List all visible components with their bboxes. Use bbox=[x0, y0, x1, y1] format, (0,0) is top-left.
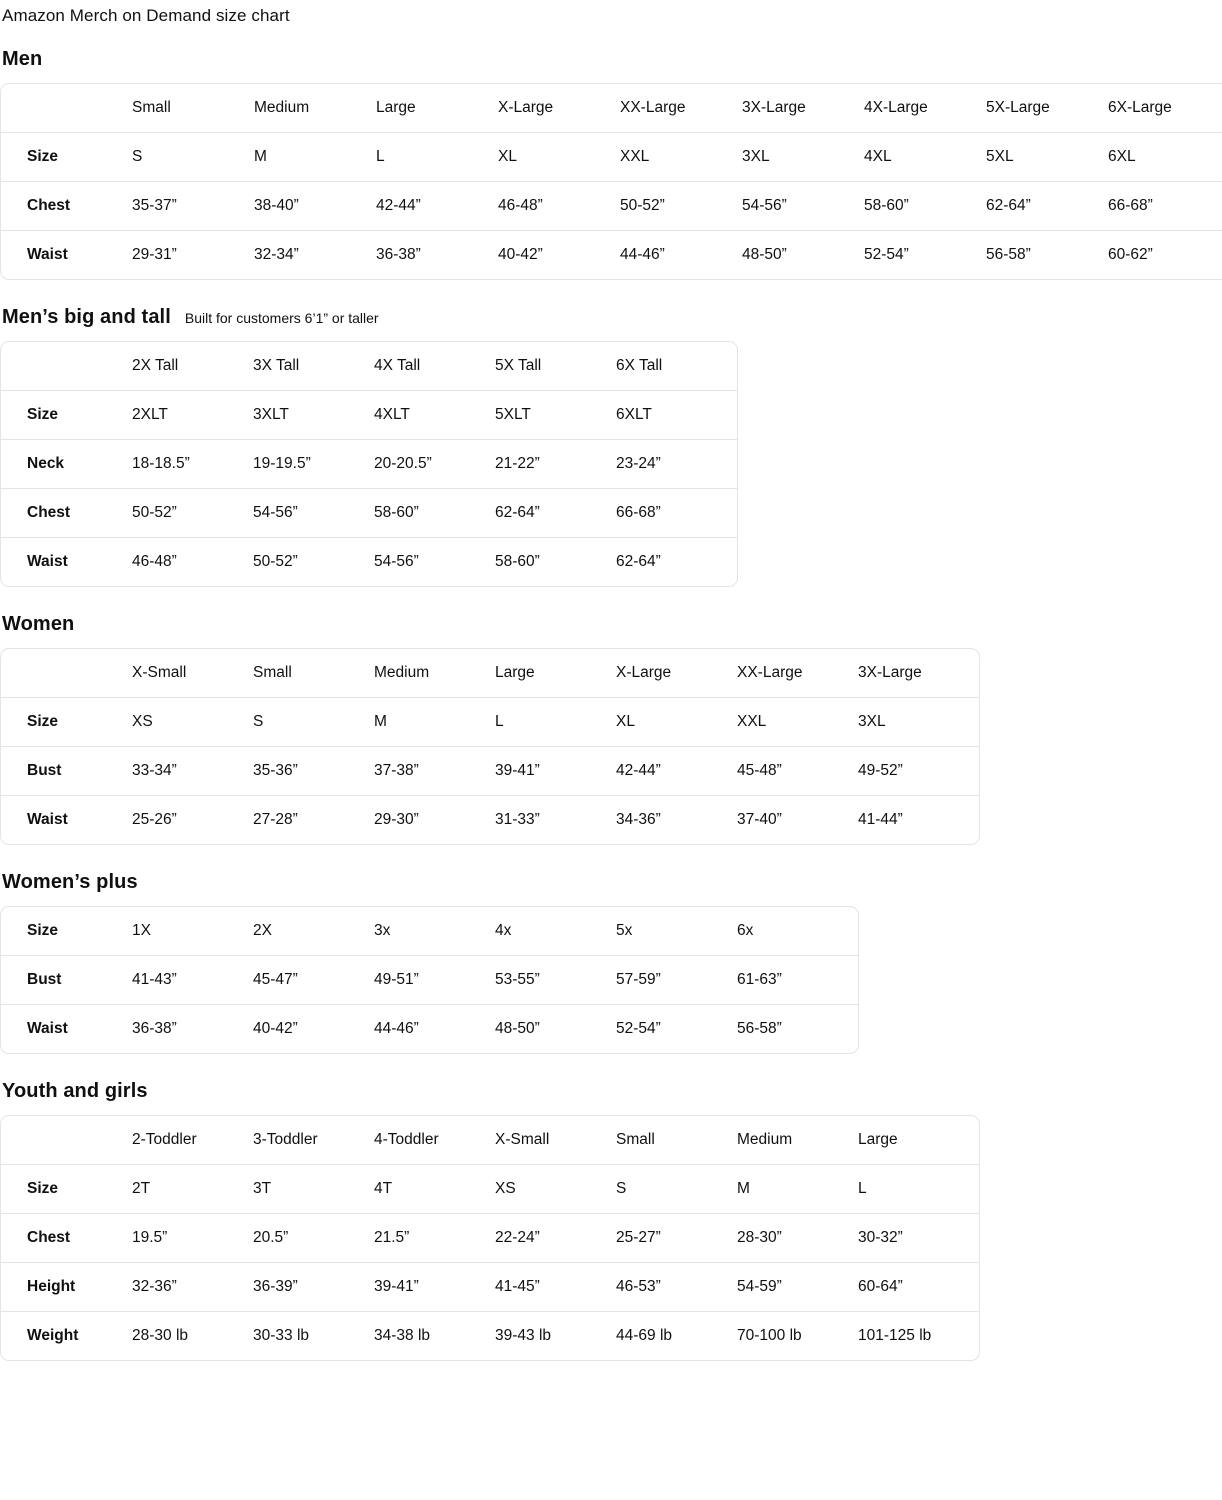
table-cell: 54-59” bbox=[737, 1263, 858, 1312]
table-row bbox=[1, 1005, 858, 1053]
column-header: Medium bbox=[737, 1116, 858, 1165]
table-cell: 39-41” bbox=[495, 747, 616, 796]
table-cell: L bbox=[495, 698, 616, 747]
section-men-big-tall-heading bbox=[2, 306, 1222, 329]
table-cell: 4XLT bbox=[374, 391, 495, 440]
section-title: Women’s plus bbox=[2, 871, 138, 893]
table-cell: 54-56” bbox=[742, 182, 864, 231]
table-cell: 50-52” bbox=[132, 489, 253, 538]
row-header: Size bbox=[1, 907, 132, 956]
column-header: X-Small bbox=[495, 1116, 616, 1165]
table-cell: 25-26” bbox=[132, 811, 177, 828]
row-header: Bust bbox=[1, 747, 132, 796]
section-men bbox=[0, 48, 1222, 280]
row-header: Waist bbox=[27, 811, 68, 828]
table-row bbox=[1, 391, 737, 440]
column-header: 3X Tall bbox=[253, 342, 374, 391]
table-cell: 19.5” bbox=[132, 1214, 253, 1263]
section-womens-plus-heading bbox=[2, 871, 1222, 894]
page-title: Amazon Merch on Demand size chart bbox=[2, 6, 290, 25]
table-cell: 4T bbox=[374, 1165, 495, 1214]
table-cell: 37-40” bbox=[737, 811, 782, 828]
table-cell: 18-18.5” bbox=[132, 440, 253, 489]
table-cell: 41-43” bbox=[132, 956, 253, 1005]
table-corner-cell bbox=[1, 84, 132, 133]
table-cell: 30-33 lb bbox=[253, 1327, 310, 1344]
table-row bbox=[1, 796, 979, 844]
row-header: Waist bbox=[27, 246, 68, 263]
table-cell: 22-24” bbox=[495, 1214, 616, 1263]
table-cell: S bbox=[616, 1165, 737, 1214]
table-cell: 33-34” bbox=[132, 747, 253, 796]
table-cell: 44-69 lb bbox=[616, 1327, 673, 1344]
table-cell: 40-42” bbox=[253, 1020, 298, 1037]
table-cell: 58-60” bbox=[864, 182, 986, 231]
section-title: Men bbox=[2, 48, 43, 70]
table-cell: 56-58” bbox=[737, 1020, 782, 1037]
table-cell: 44-46” bbox=[374, 1020, 419, 1037]
table-row bbox=[1, 538, 737, 586]
table-row bbox=[1, 489, 737, 538]
column-header: XX-Large bbox=[737, 649, 858, 698]
section-women bbox=[0, 613, 1222, 845]
column-header: 3X-Large bbox=[858, 649, 979, 698]
section-youth-girls bbox=[0, 1080, 1222, 1361]
column-header: X-Small bbox=[132, 649, 253, 698]
table-cell: 27-28” bbox=[253, 811, 298, 828]
table-cell: 62-64” bbox=[616, 553, 661, 570]
size-table-youth-girls bbox=[0, 1115, 980, 1361]
table-cell: S bbox=[253, 698, 374, 747]
table-cell: 2T bbox=[132, 1165, 253, 1214]
table-cell: XS bbox=[132, 698, 253, 747]
table-row bbox=[1, 907, 858, 956]
table-cell: 6XL bbox=[1108, 133, 1222, 182]
table-cell: 5x bbox=[616, 907, 737, 956]
table-row bbox=[1, 133, 1222, 182]
table-cell: 61-63” bbox=[737, 956, 858, 1005]
row-header: Bust bbox=[1, 956, 132, 1005]
column-header: 3X-Large bbox=[742, 84, 864, 133]
table-cell: 101-125 lb bbox=[858, 1327, 932, 1344]
table-cell: 20-20.5” bbox=[374, 440, 495, 489]
table-cell: 40-42” bbox=[498, 246, 543, 263]
table-cell: 29-30” bbox=[374, 811, 419, 828]
table-cell: 36-38” bbox=[132, 1020, 177, 1037]
column-header: Small bbox=[616, 1116, 737, 1165]
row-header: Size bbox=[1, 133, 132, 182]
table-row bbox=[1, 231, 1222, 279]
column-header: X-Large bbox=[616, 649, 737, 698]
table-cell: 39-43 lb bbox=[495, 1327, 552, 1344]
table-cell: 6XLT bbox=[616, 391, 737, 440]
table-row bbox=[1, 1312, 979, 1360]
table-cell: 66-68” bbox=[1108, 182, 1222, 231]
table-corner-cell bbox=[1, 1116, 132, 1165]
table-cell: 58-60” bbox=[495, 553, 540, 570]
table-cell: 2X bbox=[253, 907, 374, 956]
table-cell: 28-30” bbox=[737, 1214, 858, 1263]
size-table-men-big-tall bbox=[0, 341, 738, 587]
row-header: Waist bbox=[27, 1020, 68, 1037]
table-cell: 4XL bbox=[864, 133, 986, 182]
table-cell: 48-50” bbox=[495, 1020, 540, 1037]
row-header: Size bbox=[1, 1165, 132, 1214]
row-header: Chest bbox=[1, 1214, 132, 1263]
table-cell: XXL bbox=[737, 698, 858, 747]
table-cell: 45-47” bbox=[253, 956, 374, 1005]
table-cell: 62-64” bbox=[495, 489, 616, 538]
table-row bbox=[1, 440, 737, 489]
column-header: 4X-Large bbox=[864, 84, 986, 133]
row-header: Size bbox=[1, 391, 132, 440]
size-table-men bbox=[0, 83, 1222, 280]
table-cell: 34-36” bbox=[616, 811, 661, 828]
table-cell: 3x bbox=[374, 907, 495, 956]
column-header: 6X Tall bbox=[616, 342, 737, 391]
table-cell: 37-38” bbox=[374, 747, 495, 796]
table-cell: 32-36” bbox=[132, 1263, 253, 1312]
column-header: Medium bbox=[374, 649, 495, 698]
table-cell: 23-24” bbox=[616, 440, 737, 489]
table-cell: 35-36” bbox=[253, 747, 374, 796]
column-header: 6X-Large bbox=[1108, 84, 1222, 133]
table-cell: 70-100 lb bbox=[737, 1327, 802, 1344]
row-header: Neck bbox=[1, 440, 132, 489]
column-header: Large bbox=[495, 649, 616, 698]
column-header: 4-Toddler bbox=[374, 1116, 495, 1165]
table-cell: 50-52” bbox=[620, 182, 742, 231]
table-cell: 45-48” bbox=[737, 747, 858, 796]
table-cell: M bbox=[737, 1165, 858, 1214]
table-cell: XL bbox=[616, 698, 737, 747]
table-header-row bbox=[1, 84, 1222, 133]
table-cell: 1X bbox=[132, 907, 253, 956]
table-corner-cell bbox=[1, 342, 132, 391]
size-table-women bbox=[0, 648, 980, 845]
table-cell: M bbox=[374, 698, 495, 747]
table-cell: 5XLT bbox=[495, 391, 616, 440]
row-header: Chest bbox=[1, 182, 132, 231]
table-cell: 4x bbox=[495, 907, 616, 956]
table-cell: 3XLT bbox=[253, 391, 374, 440]
section-title: Men’s big and tall bbox=[2, 306, 171, 328]
table-cell: 39-41” bbox=[374, 1263, 495, 1312]
row-header: Waist bbox=[27, 553, 68, 570]
table-cell: 58-60” bbox=[374, 489, 495, 538]
table-cell: 25-27” bbox=[616, 1214, 737, 1263]
section-men-big-tall bbox=[0, 306, 1222, 587]
section-title: Youth and girls bbox=[2, 1080, 148, 1102]
table-cell: 21-22” bbox=[495, 440, 616, 489]
table-cell: 46-53” bbox=[616, 1263, 737, 1312]
table-cell: 32-34” bbox=[254, 246, 299, 263]
section-youth-girls-heading bbox=[2, 1080, 1222, 1103]
table-cell: 35-37” bbox=[132, 182, 254, 231]
table-cell: XXL bbox=[620, 133, 742, 182]
table-row bbox=[1, 1214, 979, 1263]
column-header: Medium bbox=[254, 84, 376, 133]
table-cell: XS bbox=[495, 1165, 616, 1214]
table-cell: 56-58” bbox=[986, 246, 1031, 263]
table-cell: 29-31” bbox=[132, 246, 177, 263]
table-header-row bbox=[1, 342, 737, 391]
table-cell: 3XL bbox=[742, 133, 864, 182]
table-cell: 44-46” bbox=[620, 246, 665, 263]
table-cell: 57-59” bbox=[616, 956, 737, 1005]
table-cell: 28-30 lb bbox=[132, 1327, 189, 1344]
table-cell: 48-50” bbox=[742, 246, 787, 263]
table-cell: 36-38” bbox=[376, 246, 421, 263]
table-cell: 66-68” bbox=[616, 489, 737, 538]
table-cell: 52-54” bbox=[864, 246, 909, 263]
table-cell: 3T bbox=[253, 1165, 374, 1214]
table-cell: 54-56” bbox=[253, 489, 374, 538]
column-header: 2-Toddler bbox=[132, 1116, 253, 1165]
table-row bbox=[1, 698, 979, 747]
table-cell: 60-64” bbox=[858, 1263, 979, 1312]
table-cell: 3XL bbox=[858, 698, 979, 747]
table-cell: 19-19.5” bbox=[253, 440, 374, 489]
section-title: Women bbox=[2, 613, 75, 635]
section-men-heading bbox=[2, 48, 1222, 71]
row-header: Weight bbox=[27, 1327, 79, 1344]
table-cell: 42-44” bbox=[376, 182, 498, 231]
column-header: X-Large bbox=[498, 84, 620, 133]
table-cell: XL bbox=[498, 133, 620, 182]
column-header: 5X Tall bbox=[495, 342, 616, 391]
column-header: 2X Tall bbox=[132, 342, 253, 391]
table-cell: 50-52” bbox=[253, 553, 298, 570]
table-cell: 53-55” bbox=[495, 956, 616, 1005]
table-cell: 46-48” bbox=[498, 182, 620, 231]
table-cell: 54-56” bbox=[374, 553, 419, 570]
table-cell: 62-64” bbox=[986, 182, 1108, 231]
section-womens-plus bbox=[0, 871, 1222, 1054]
column-header: 5X-Large bbox=[986, 84, 1108, 133]
table-row bbox=[1, 747, 979, 796]
table-cell: L bbox=[376, 133, 498, 182]
table-cell: 21.5” bbox=[374, 1214, 495, 1263]
column-header: Small bbox=[253, 649, 374, 698]
table-cell: 41-45” bbox=[495, 1263, 616, 1312]
row-header: Size bbox=[1, 698, 132, 747]
table-cell: 34-38 lb bbox=[374, 1327, 431, 1344]
section-note: Built for customers 6’1” or taller bbox=[184, 310, 379, 326]
column-header: 4X Tall bbox=[374, 342, 495, 391]
table-cell: 49-52” bbox=[858, 747, 979, 796]
table-row bbox=[1, 956, 858, 1005]
table-cell: 41-44” bbox=[858, 811, 903, 828]
table-cell: 52-54” bbox=[616, 1020, 661, 1037]
table-corner-cell bbox=[1, 649, 132, 698]
table-cell: 30-32” bbox=[858, 1214, 979, 1263]
column-header: Small bbox=[132, 84, 254, 133]
column-header: 3-Toddler bbox=[253, 1116, 374, 1165]
table-cell: 20.5” bbox=[253, 1214, 374, 1263]
table-cell: 36-39” bbox=[253, 1263, 374, 1312]
column-header: Large bbox=[376, 84, 498, 133]
table-cell: M bbox=[254, 133, 376, 182]
table-row bbox=[1, 1165, 979, 1214]
table-cell: 38-40” bbox=[254, 182, 376, 231]
row-header: Height bbox=[1, 1263, 132, 1312]
table-cell: 5XL bbox=[986, 133, 1108, 182]
table-row bbox=[1, 182, 1222, 231]
table-cell: L bbox=[858, 1165, 979, 1214]
column-header: Large bbox=[858, 1116, 979, 1165]
table-cell: 6x bbox=[737, 907, 858, 956]
table-cell: 2XLT bbox=[132, 391, 253, 440]
column-header: XX-Large bbox=[620, 84, 742, 133]
table-row bbox=[1, 1263, 979, 1312]
table-header-row bbox=[1, 1116, 979, 1165]
table-header-row bbox=[1, 649, 979, 698]
section-women-heading bbox=[2, 613, 1222, 636]
table-cell: 46-48” bbox=[132, 553, 177, 570]
table-cell: S bbox=[132, 133, 254, 182]
table-cell: 49-51” bbox=[374, 956, 495, 1005]
table-cell: 31-33” bbox=[495, 811, 540, 828]
table-cell: 42-44” bbox=[616, 747, 737, 796]
table-cell: 60-62” bbox=[1108, 246, 1153, 263]
row-header: Chest bbox=[1, 489, 132, 538]
size-table-womens-plus bbox=[0, 906, 859, 1054]
